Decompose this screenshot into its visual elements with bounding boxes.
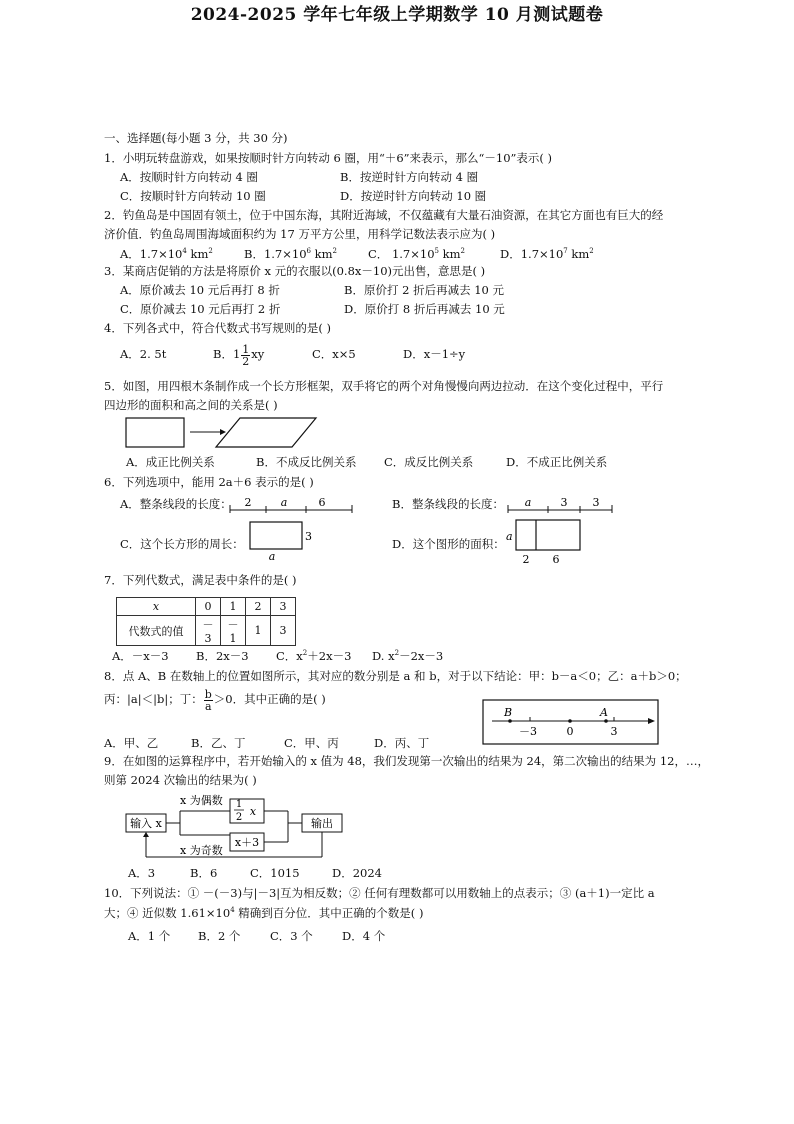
q4-option-b: B．1 $\frac{1}{2}$ xy xyxy=(213,342,265,368)
q1-option-d: D．按逆时针方向转动 10 圈 xyxy=(340,189,487,203)
q8-tick-3: 3 xyxy=(610,725,618,738)
q2-option-c: C． $1.7\times 10^5$ $km^2$ xyxy=(368,247,465,261)
q5-stem-line1: 5．如图，用四根木条制作成一个长方形框架，双手将它的两个对角慢慢向两边拉动．在这个变化过程中，平行 xyxy=(104,379,664,393)
q9-flowchart xyxy=(124,790,356,860)
q8-option-a: A．甲、乙 xyxy=(104,736,159,750)
q9-option-d: D．2024 xyxy=(332,866,382,880)
section-heading: 一、选择题(每小题 3 分，共 30 分) xyxy=(104,131,288,145)
q6d-area-figure xyxy=(504,516,584,566)
table-cell: x xyxy=(117,598,196,616)
q6d-bottom-label-2: 6 xyxy=(552,553,560,566)
q10-option-c: C．3 个 xyxy=(270,929,313,943)
q4-option-a: A．2. 5t xyxy=(120,347,167,361)
q4-option-c: C．x×5 xyxy=(312,347,356,361)
q1-option-c: C．按顺时针方向转动 10 圈 xyxy=(120,189,266,203)
q8-option-c: C．甲、丙 xyxy=(284,736,339,750)
q1-option-b: B．按逆时针方向转动 4 圈 xyxy=(340,170,479,184)
table-cell: 3 xyxy=(271,616,296,646)
q6-option-b: B．整条线段的长度： xyxy=(392,497,504,511)
table-row xyxy=(117,616,296,646)
flowchart-input-box: 输入 x xyxy=(130,817,162,830)
q8-point-b-label: B xyxy=(503,706,513,719)
q6-option-d: D．这个图形的面积： xyxy=(392,537,505,551)
q8-point-a-label: A xyxy=(600,706,608,719)
q4-option-d: D．x－1÷y xyxy=(403,347,466,361)
q5-option-a: A．成正比例关系 xyxy=(126,455,215,469)
q6a-segment-figure xyxy=(226,492,356,516)
q3-option-c: C．原价减去 10 元后再打 2 折 xyxy=(120,302,281,316)
table-cell: 2 xyxy=(246,598,271,616)
q10-stem-line1: 10．下列说法：① －(－3)与|－3|互为相反数；② 任何有理数都可以用数轴上的点表示；③ (a＋1)一定比 a xyxy=(104,886,655,900)
flowchart-half-x: x xyxy=(249,805,257,818)
q1-option-a: A．按顺时针方向转动 4 圈 xyxy=(120,170,258,184)
flowchart-output-box: 输出 xyxy=(311,817,333,830)
q6c-side-label: 3 xyxy=(305,530,312,543)
q5-option-b: B．不成反比例关系 xyxy=(256,455,357,469)
q6b-label-3: 3 xyxy=(592,496,600,509)
flowchart-half-num: 1 xyxy=(235,799,243,810)
table-cell: 代数式的值 xyxy=(117,616,196,646)
q8-tick-neg3: －3 xyxy=(519,725,537,738)
q4-stem: 4．下列各式中，符合代数式书写规则的是( ) xyxy=(104,321,331,335)
flowchart-half-den: 2 xyxy=(235,812,243,823)
q6-option-c: C．这个长方形的周长： xyxy=(120,537,244,551)
q9-stem-line2: 则第 2024 次输出的结果为( ) xyxy=(104,773,257,787)
q3-option-b: B．原价打 2 折后再减去 10 元 xyxy=(344,283,505,297)
q1-stem: 1．小明玩转盘游戏，如果按顺时针方向转动 6 圈，用“＋6”来表示，那么“－10”表示( ) xyxy=(104,151,553,165)
q9-option-c: C．1015 xyxy=(250,866,300,880)
q2-option-a: A．$1.7\times 10^4$ $km^2$ xyxy=(120,247,213,261)
q7-stem: 7．下列代数式，满足表中条件的是( ) xyxy=(104,573,297,587)
q7-option-a: A．－x－3 xyxy=(112,649,169,663)
q7-option-d: D. $x^2-2x-3$ xyxy=(372,649,444,663)
q3-option-d: D．原价打 8 折后再减去 10 元 xyxy=(344,302,505,316)
table-cell: 3 xyxy=(271,598,296,616)
table-cell: 1 xyxy=(221,598,246,616)
q7-option-b: B．2x－3 xyxy=(196,649,249,663)
q3-option-a: A．原价减去 10 元后再打 8 折 xyxy=(120,283,280,297)
q6b-label-2: 3 xyxy=(560,496,568,509)
q6a-label-2: a xyxy=(280,496,288,509)
page-title: 2024-2025 学年七年级上学期数学 10 月测试题卷 xyxy=(190,5,604,25)
q8-option-b: B．乙、丁 xyxy=(191,736,246,750)
q5-option-d: D．不成正比例关系 xyxy=(506,455,608,469)
table-row xyxy=(117,598,296,616)
q8-option-d: D．丙、丁 xyxy=(374,736,430,750)
q9-option-a: A．3 xyxy=(128,866,156,880)
q6b-label-1: a xyxy=(524,496,532,509)
q8-stem-line2: 丙：|a|＜|b|；丁： $\frac{b}{a}$ ＞0．其中正确的是( ) xyxy=(104,687,326,713)
flowchart-odd-label: x 为奇数 xyxy=(180,844,223,857)
q9-stem-line1: 9．在如图的运算程序中，若开始输入的 x 值为 48，我们发现第一次输出的结果为 24，第二次输出的结果为 12，…， xyxy=(104,754,709,768)
q10-stem-line2: 大；④ 近似数 $1.61\times 10^4$ 精确到百分位．其中正确的个数是( ) xyxy=(104,906,424,920)
q6d-side-label: a xyxy=(506,530,513,543)
table-cell: 0 xyxy=(196,598,221,616)
q3-stem: 3．某商店促销的方法是将原价 x 元的衣服以(0.8x－10)元出售，意思是( ) xyxy=(104,264,486,278)
q7-value-table xyxy=(116,597,296,646)
flowchart-plus3-box: x＋3 xyxy=(234,836,260,849)
flowchart-even-label: x 为偶数 xyxy=(180,794,223,807)
q10-option-d: D．4 个 xyxy=(342,929,386,943)
q6-stem: 6．下列选项中，能用 2a＋6 表示的是( ) xyxy=(104,475,314,489)
q8-stem-line1: 8．点 A、B 在数轴上的位置如图所示，其对应的数分别是 a 和 b，对于以下结论：甲：b－a＜0；乙：a＋b＞0； xyxy=(104,669,687,683)
q8-tick-0: 0 xyxy=(566,725,574,738)
q2-stem-line2: 济价值．钓鱼岛周围海域面积约为 17 万平方公里，用科学记数法表示应为( ) xyxy=(104,227,496,241)
rectangle-to-parallelogram-figure xyxy=(122,414,322,450)
q2-option-b: B．$1.7\times 10^6$ $km^2$ xyxy=(244,247,337,261)
q6-option-a: A．整条线段的长度： xyxy=(120,497,232,511)
q2-option-d: D．$1.7\times 10^7$ $km^2$ xyxy=(500,247,594,261)
q5-stem-line2: 四边形的面积和高之间的关系是( ) xyxy=(104,398,278,412)
q9-option-b: B．6 xyxy=(190,866,218,880)
table-cell: 1 xyxy=(246,616,271,646)
table-cell: －1 xyxy=(221,616,246,646)
q2-stem-line1: 2．钓鱼岛是中国固有领土，位于中国东海，其附近海域，不仅蕴藏有大量石油资源，在其它方面也有巨大的经 xyxy=(104,208,664,222)
q5-option-c: C．成反比例关系 xyxy=(384,455,474,469)
q10-option-a: A．1 个 xyxy=(128,929,171,943)
q8-number-line-figure xyxy=(482,699,660,745)
table-cell: －3 xyxy=(196,616,221,646)
q6c-bottom-label: a xyxy=(268,550,276,562)
q10-option-b: B．2 个 xyxy=(198,929,241,943)
q6b-segment-figure xyxy=(504,492,616,516)
q7-option-c: C．$x^2+2x-3$ xyxy=(276,649,352,663)
q6c-rectangle-figure xyxy=(246,518,316,562)
q6a-label-3: 6 xyxy=(318,496,326,509)
q6d-bottom-label-1: 2 xyxy=(522,553,530,566)
q6a-label-1: 2 xyxy=(244,496,252,509)
